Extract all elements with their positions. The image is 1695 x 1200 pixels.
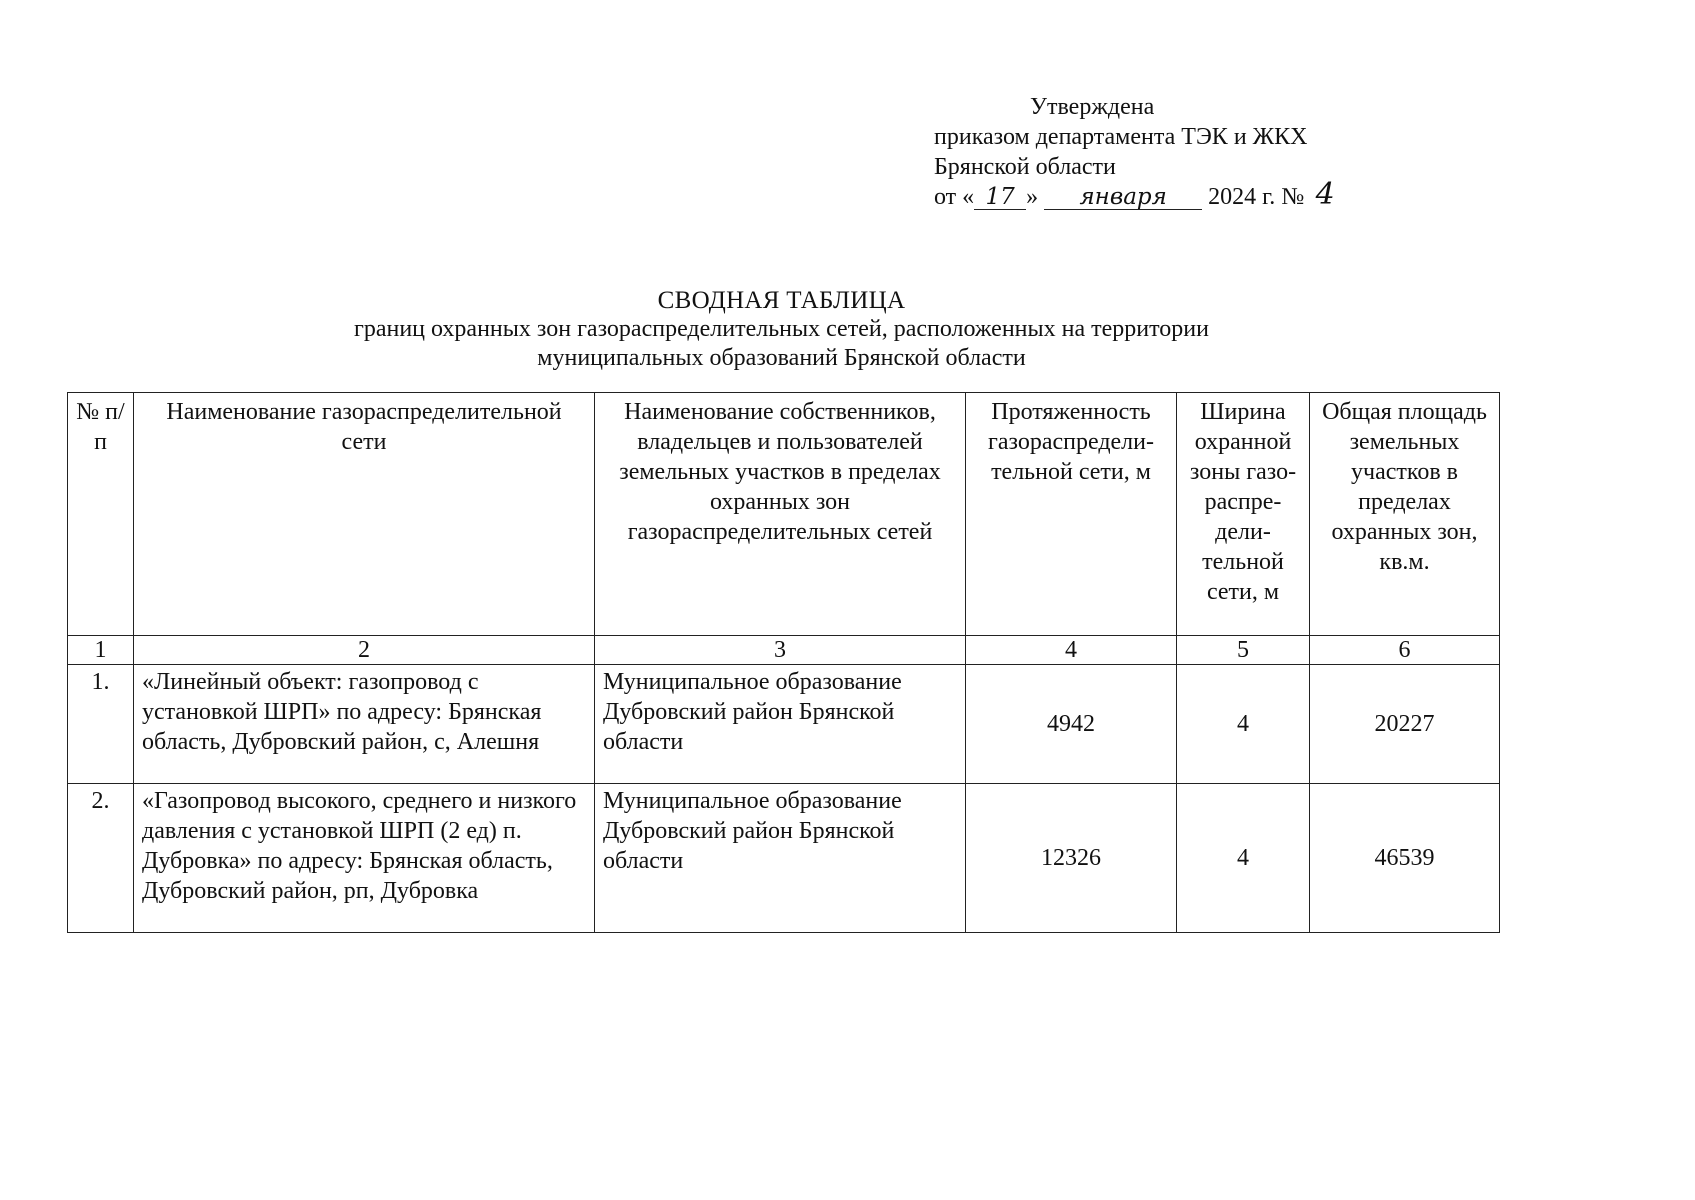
approval-line-2: Брянской области	[934, 154, 1116, 180]
row-number: 2.	[68, 784, 134, 933]
date-mid: »	[1026, 184, 1039, 210]
document-heading	[0, 286, 1563, 373]
date-prefix: от «	[934, 184, 975, 210]
header-zone-width: Ширина охранной зоны газо-распре-дели-тельной сети, м	[1177, 393, 1310, 636]
approval-line-1: приказом департамента ТЭК и ЖКХ	[934, 124, 1308, 150]
zone-width: 4	[1177, 784, 1310, 933]
number-sign: №	[1281, 184, 1305, 210]
total-area: 46539	[1310, 784, 1500, 933]
document-title: СВОДНАЯ ТАБЛИЦА	[657, 287, 906, 314]
header-owners: Наименование собственников, владельцев и пользователей земельных участков в пределах охранных зон газораспределительных сетей	[595, 393, 966, 636]
table-row	[68, 665, 1500, 784]
owner-name: Муниципальное образование Дубровский район Брянской области	[595, 665, 966, 784]
owner-name: Муниципальное образование Дубровский район Брянской области	[595, 784, 966, 933]
column-number: 5	[1177, 636, 1310, 665]
header-total-area: Общая площадь земельных участков в пределах охранных зон, кв.м.	[1310, 393, 1500, 636]
column-number: 4	[966, 636, 1177, 665]
table-row	[68, 784, 1500, 933]
approval-date-line	[934, 177, 1454, 212]
network-length: 12326	[966, 784, 1177, 933]
handwritten-day: 17	[974, 185, 1026, 210]
document-subtitle-line-1: границ охранных зон газораспределительных сетей, расположенных на территории	[354, 316, 1209, 342]
header-network-name: Наименование газораспределительной сети	[134, 393, 595, 636]
network-name: «Газопровод высокого, среднего и низкого давления с установкой ШРП (2 ед) п. Дубровка» по адресу: Брянская область, Дубровский район, рп, Дубровка	[134, 784, 595, 933]
approval-title: Утверждена	[1030, 94, 1155, 120]
zone-width: 4	[1177, 665, 1310, 784]
header-number: № п/п	[68, 393, 134, 636]
document-subtitle-line-2: муниципальных образований Брянской области	[537, 345, 1026, 371]
header-row	[68, 393, 1500, 636]
handwritten-month: января	[1044, 185, 1202, 210]
total-area: 20227	[1310, 665, 1500, 784]
column-number: 1	[68, 636, 134, 665]
network-name: «Линейный объект: газопровод с установкой ШРП» по адресу: Брянская область, Дубровский район, с, Алешня	[134, 665, 595, 784]
column-number-row	[68, 636, 1500, 665]
row-number: 1.	[68, 665, 134, 784]
approval-block	[934, 92, 1454, 212]
handwritten-number: 4	[1315, 177, 1335, 212]
summary-table	[67, 392, 1500, 933]
column-number: 2	[134, 636, 595, 665]
column-number: 3	[595, 636, 966, 665]
date-year: 2024 г.	[1208, 184, 1276, 210]
header-length: Протяженность газораспредели-тельной сети, м	[966, 393, 1177, 636]
network-length: 4942	[966, 665, 1177, 784]
column-number: 6	[1310, 636, 1500, 665]
